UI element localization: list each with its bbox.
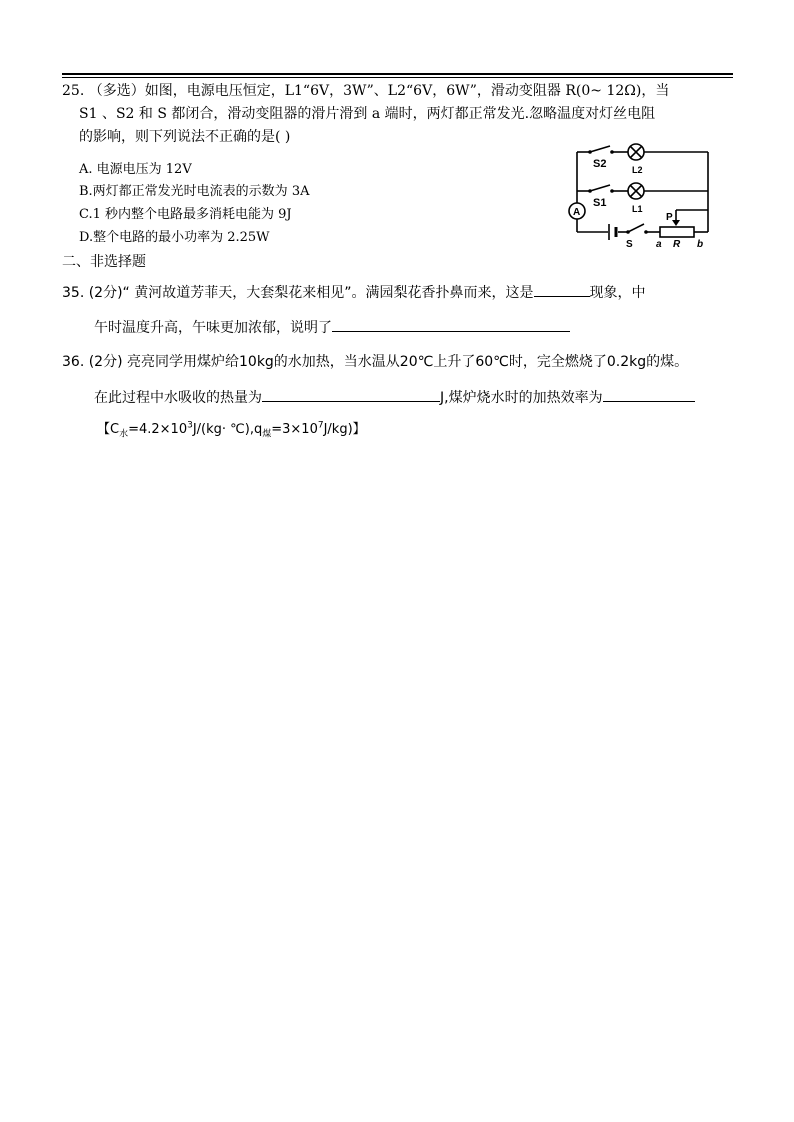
- q25-line3: 的影响，则下列说法不正确的是( ): [79, 129, 291, 145]
- formula-q-unit: J/kg)】: [323, 422, 366, 437]
- q36-text-1: (2分) 亮亮同学用煤炉给10kg的水加热，当水温从20℃上升了60℃时，完全燃烧了0.2kg的煤。: [88, 354, 689, 370]
- formula-open: 【C: [97, 422, 120, 437]
- top-rule-thin: [62, 77, 733, 78]
- q36-formula: [97, 420, 366, 440]
- q25-number: 25.: [62, 83, 85, 99]
- formula-q-val: =3×10: [271, 422, 318, 437]
- formula-c-unit: J/(kg· ℃),q: [192, 422, 263, 437]
- lamp-l2-icon: [628, 144, 644, 160]
- q25-line1: [62, 81, 669, 101]
- q36-text-2b: J,煤炉烧水时的加热效率为: [440, 390, 603, 406]
- q25-option-c: C.1 秒内整个电路最多消耗电能为 9J: [79, 207, 292, 222]
- label-p: P: [666, 212, 673, 223]
- section-heading: 二、非选择题: [62, 254, 146, 270]
- q25-line2: S1 、S2 和 S 都闭合，滑动变阻器的滑片滑到 a 端时，两灯都正常发光.忽略温度对灯丝电阻: [79, 106, 656, 122]
- q36-number: 36.: [62, 354, 85, 370]
- q36-line2: [94, 387, 695, 408]
- label-r: R: [673, 239, 681, 250]
- q35-text-1a: (2分)“ 黄河故道芳菲天，大套梨花来相见”。满园梨花香扑鼻而来，这是: [88, 285, 534, 301]
- q35-line1: [62, 282, 646, 303]
- q36-blank-2[interactable]: [603, 387, 695, 402]
- formula-c-sub: 水: [119, 429, 129, 440]
- formula-q-sub: 煤: [262, 429, 272, 440]
- label-l2: L2: [632, 165, 643, 175]
- label-b-end: b: [697, 239, 704, 250]
- formula-q-exp: 7: [317, 420, 324, 431]
- q35-blank-1[interactable]: [534, 282, 590, 297]
- q36-blank-1[interactable]: [262, 387, 440, 402]
- lamp-l1-icon: [628, 183, 644, 199]
- label-s2: S2: [593, 158, 607, 170]
- label-s: S: [626, 239, 633, 250]
- switch-s2-blade: [590, 146, 610, 152]
- q25-option-a: A. 电源电压为 12V: [79, 162, 192, 177]
- battery-icon: [609, 224, 616, 240]
- q25-text-1: （多选）如图，电源电压恒定，L1“6V，3W”、L2“6V，6W”，滑动变阻器 R(0~ 12Ω)，当: [88, 83, 670, 99]
- q36-line1: [62, 352, 688, 372]
- label-a: A: [573, 207, 581, 218]
- formula-c-val: =4.2×10: [128, 422, 188, 437]
- q35-line2: [94, 317, 570, 338]
- label-l1: L1: [632, 204, 643, 214]
- q35-text-2a: 午时温度升高，午味更加浓郁，说明了: [94, 320, 332, 336]
- circuit-diagram: [560, 140, 720, 250]
- label-a-end: a: [656, 239, 662, 250]
- q25-option-d: D.整个电路的最小功率为 2.25W: [79, 230, 270, 245]
- q25-option-b: B.两灯都正常发光时电流表的示数为 3A: [79, 184, 310, 199]
- q35-blank-2[interactable]: [332, 317, 570, 332]
- q36-text-2a: 在此过程中水吸收的热量为: [94, 390, 262, 406]
- label-s1: S1: [593, 197, 607, 209]
- top-rule-thick: [62, 73, 733, 75]
- q35-text-1b: 现象，中: [589, 285, 646, 301]
- formula-c-exp: 3: [187, 420, 193, 431]
- q35-number: 35.: [62, 285, 85, 301]
